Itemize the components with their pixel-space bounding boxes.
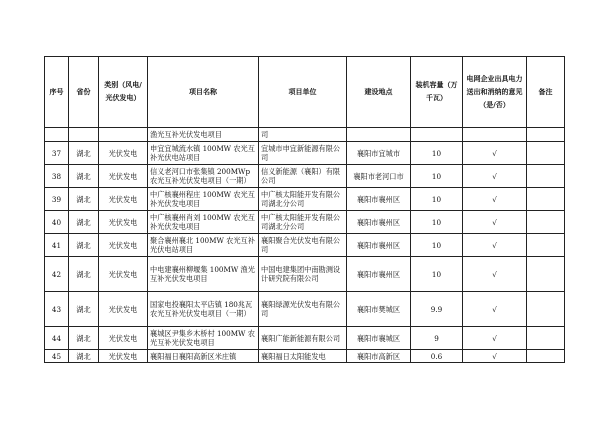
- cell-province: 湖北: [69, 350, 99, 363]
- cell-location: 襄阳市襄州区: [347, 188, 411, 211]
- cell-index: 39: [45, 188, 69, 211]
- cell-remark: [527, 188, 565, 211]
- cell-index: 43: [45, 292, 69, 327]
- cell-project-name: 中广核襄州程庄 100MW 农光互补光伏发电项目: [148, 188, 259, 211]
- cell-province: 湖北: [69, 188, 99, 211]
- table-row-continuation: [45, 128, 565, 142]
- header-remark: 备注: [527, 57, 565, 128]
- cell-grid-check: √: [463, 257, 527, 292]
- cell-location: 襄阳市襄城区: [347, 327, 411, 350]
- header-project-unit: 项目单位: [259, 57, 347, 128]
- cell-project-unit: 司: [259, 128, 347, 142]
- cell-remark: [527, 292, 565, 327]
- cell-grid: [463, 128, 527, 142]
- cell-capacity: 10: [411, 165, 463, 188]
- header-project-name: 项目名称: [148, 57, 259, 128]
- cell-location: 襄阳市宜城市: [347, 142, 411, 165]
- cell-capacity: 0.6: [411, 350, 463, 363]
- cell-category: 光伏发电: [99, 234, 148, 257]
- cell-location: 襄阳市襄州区: [347, 234, 411, 257]
- cell-remark: [527, 128, 565, 142]
- table-row: [45, 327, 565, 350]
- cell-location: 襄阳市老河口市: [347, 165, 411, 188]
- cell-project-name: 聚合襄州襄北 100MW 农光互补光伏电站项目: [148, 234, 259, 257]
- cell-grid-check: √: [463, 142, 527, 165]
- cell-capacity: 10: [411, 188, 463, 211]
- cell-grid-check: √: [463, 165, 527, 188]
- cell-category: 光伏发电: [99, 292, 148, 327]
- cell-capacity: 10: [411, 257, 463, 292]
- cell-grid-check: √: [463, 350, 527, 363]
- cell-project-name: 襄城区尹集乡木桥村 100MW 农光互补光伏发电项目: [148, 327, 259, 350]
- cell-index: 38: [45, 165, 69, 188]
- cell-project-unit: 信义新能源（襄阳）有限公司: [259, 165, 347, 188]
- header-location: 建设地点: [347, 57, 411, 128]
- cell-index: [45, 128, 69, 142]
- cell-remark: [527, 165, 565, 188]
- header-province: 省份: [69, 57, 99, 128]
- table-row: [45, 350, 565, 363]
- cell-category: [99, 128, 148, 142]
- cell-capacity: 10: [411, 234, 463, 257]
- cell-capacity: 9.9: [411, 292, 463, 327]
- cell-remark: [527, 142, 565, 165]
- cell-project-name: 申宜宜城流水镇 100MW 农光互补光伏电站项目: [148, 142, 259, 165]
- cell-remark: [527, 327, 565, 350]
- cell-project-unit: 宜城市申宜新能源有限公司: [259, 142, 347, 165]
- cell-index: 41: [45, 234, 69, 257]
- cell-capacity: 10: [411, 211, 463, 234]
- cell-location: [347, 128, 411, 142]
- cell-capacity: 10: [411, 142, 463, 165]
- cell-province: 湖北: [69, 234, 99, 257]
- cell-grid-check: √: [463, 292, 527, 327]
- table-row: [45, 257, 565, 292]
- cell-location: 襄阳市樊城区: [347, 292, 411, 327]
- cell-capacity: 9: [411, 327, 463, 350]
- cell-province: 湖北: [69, 327, 99, 350]
- cell-index: 44: [45, 327, 69, 350]
- cell-project-name: 信义老河口市张集镇 200MWp 农光互补光伏发电项目（一期）: [148, 165, 259, 188]
- cell-remark: [527, 350, 565, 363]
- header-grid-opinion: 电网企业出具电力送出和消纳的意见（是/否）: [463, 57, 527, 128]
- table-row: [45, 211, 565, 234]
- table-row: [45, 165, 565, 188]
- cell-project-name: 中电建襄州柳堰集 100MW 渔光互补光伏发电项目: [148, 257, 259, 292]
- cell-project-unit: 中国电建集团中南勘测设计研究院有限公司: [259, 257, 347, 292]
- cell-category: 光伏发电: [99, 188, 148, 211]
- cell-project-unit: 襄阳绿源光伏发电有限公司: [259, 292, 347, 327]
- cell-province: 湖北: [69, 211, 99, 234]
- cell-project-name: 中广核襄州肖刘 100MW 农光互补光伏发电项目: [148, 211, 259, 234]
- cell-category: 光伏发电: [99, 142, 148, 165]
- cell-project-name: 国家电投襄阳太平店镇 180兆瓦农光互补光伏发电项目（一期）: [148, 292, 259, 327]
- cell-index: 40: [45, 211, 69, 234]
- cell-remark: [527, 257, 565, 292]
- cell-category: 光伏发电: [99, 165, 148, 188]
- table-row: [45, 142, 565, 165]
- cell-remark: [527, 234, 565, 257]
- cell-category: 光伏发电: [99, 257, 148, 292]
- cell-project-unit: 襄阳聚合光伏发电有限公司: [259, 234, 347, 257]
- cell-province: 湖北: [69, 165, 99, 188]
- cell-project-unit: 中广核太阳能开发有限公司湖北分公司: [259, 188, 347, 211]
- cell-project-unit: 襄阳福日太阳能发电: [259, 350, 347, 363]
- header-capacity: 装机容量（万千瓦）: [411, 57, 463, 128]
- cell-province: 湖北: [69, 257, 99, 292]
- cell-province: [69, 128, 99, 142]
- table-header-row: [45, 57, 565, 128]
- cell-grid-check: √: [463, 211, 527, 234]
- cell-category: 光伏发电: [99, 350, 148, 363]
- cell-capacity: [411, 128, 463, 142]
- cell-province: 湖北: [69, 292, 99, 327]
- cell-category: 光伏发电: [99, 327, 148, 350]
- cell-grid-check: √: [463, 188, 527, 211]
- cell-location: 襄阳市襄州区: [347, 211, 411, 234]
- table-row: [45, 188, 565, 211]
- cell-category: 光伏发电: [99, 211, 148, 234]
- header-category: 类别（风电/光伏发电）: [99, 57, 148, 128]
- cell-grid-check: √: [463, 327, 527, 350]
- header-index: 序号: [45, 57, 69, 128]
- table-row: [45, 234, 565, 257]
- cell-location: 襄阳市高新区: [347, 350, 411, 363]
- cell-project-name: 渔光互补光伏发电项目: [148, 128, 259, 142]
- cell-project-unit: 中广核太阳能开发有限公司湖北分公司: [259, 211, 347, 234]
- cell-location: 襄阳市襄州区: [347, 257, 411, 292]
- cell-project-unit: 襄阳广能新能源有限公司: [259, 327, 347, 350]
- cell-remark: [527, 211, 565, 234]
- cell-index: 37: [45, 142, 69, 165]
- project-table: [44, 56, 565, 363]
- cell-province: 湖北: [69, 142, 99, 165]
- cell-project-name: 襄阳福日襄阳高新区米庄镇: [148, 350, 259, 363]
- cell-index: 42: [45, 257, 69, 292]
- cell-grid-check: √: [463, 234, 527, 257]
- cell-index: 45: [45, 350, 69, 363]
- table-row: [45, 292, 565, 327]
